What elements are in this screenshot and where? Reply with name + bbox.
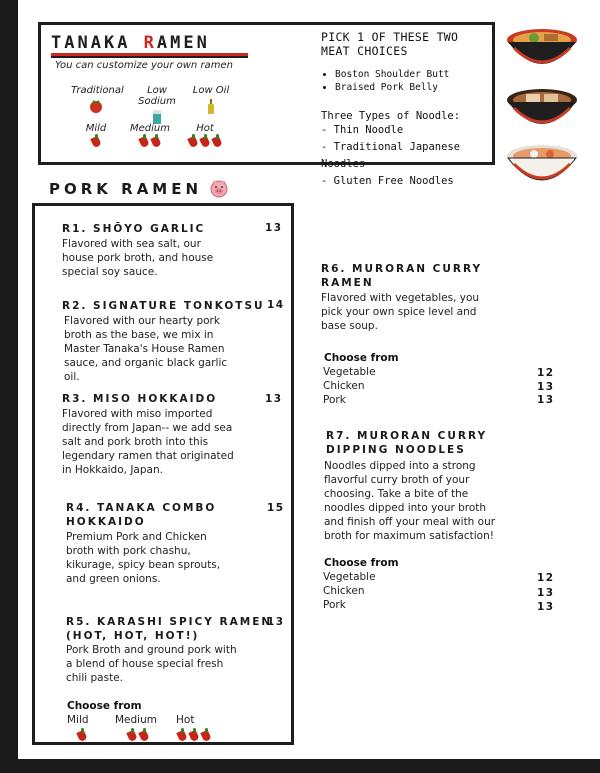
desc-line: salt and pork broth into this (62, 436, 209, 448)
item-description (62, 237, 213, 279)
noodle-type: - Traditional Japanese Noodles (321, 141, 461, 170)
section-title: PORK RAMEN (49, 180, 203, 198)
option-row-label: Chicken (323, 380, 365, 392)
title-letter-t: T (51, 33, 65, 53)
noodle-heading: Three Types of Noodle: (321, 110, 461, 122)
desc-line: sauce, and organic black garlic (64, 357, 228, 369)
item-name: R3. MISO HOKKAIDO (62, 393, 218, 405)
hot-chilis (176, 727, 212, 746)
title-letter-r: R (143, 33, 157, 53)
desc-line: oil. (64, 371, 80, 383)
name-line: HOKKAIDO (66, 516, 146, 528)
desc-line: flavorful curry broth of your (324, 474, 470, 486)
desc-line: and green onions. (66, 573, 161, 585)
desc-line: kikurage, spicy bean sprouts, (66, 559, 221, 571)
mild-chilis (76, 727, 88, 746)
option-row-price: 12 (537, 367, 555, 379)
desc-line: pick your own spice level and (321, 306, 477, 318)
option-row-price: 13 (537, 381, 555, 393)
desc-line: Master Tanaka's House Ramen (64, 343, 225, 355)
desc-line: broth for maximum satisfaction! (324, 530, 494, 542)
title-underline-black (51, 56, 248, 58)
ramen-bowl-image (504, 26, 580, 72)
chili-icon (211, 134, 223, 148)
option-row-label: Vegetable (323, 366, 376, 378)
spice-medium (127, 123, 173, 151)
option-low-sodium (127, 85, 187, 125)
brand-title (51, 33, 210, 53)
item-description (66, 530, 220, 586)
option-row-label: Pork (323, 394, 346, 406)
choices-panel (321, 30, 492, 190)
desc-line: Flavored with vegetables, you (321, 292, 480, 304)
option-row-price: 13 (537, 394, 555, 406)
item-price: 14 (267, 299, 285, 311)
spice-level-label: Hot (176, 714, 195, 726)
item-price: 15 (267, 502, 285, 514)
chili-icon (188, 728, 200, 742)
desc-line: house pork broth, and house (62, 252, 214, 264)
tomato-icon (88, 98, 104, 114)
desc-line: and finish off your meal with our (324, 516, 496, 528)
item-price: 13 (265, 222, 283, 234)
meat-choice: • Boston Shoulder Butt (335, 68, 492, 81)
option-row-label: Vegetable (323, 571, 376, 583)
option-row-label: Pork (323, 599, 346, 611)
option-traditional (71, 85, 124, 114)
item-price: 13 (267, 616, 285, 628)
chili-icon (200, 728, 212, 742)
name-line: (HOT, HOT, HOT!) (66, 630, 200, 642)
item-description (321, 291, 479, 333)
menu-page (18, 0, 600, 759)
choose-from-label: Choose from (324, 557, 399, 569)
noodle-type: - Gluten Free Noodles (321, 175, 454, 187)
chili-icon (138, 134, 150, 148)
item-name: R1. SHŌYO GARLIC (62, 223, 206, 235)
medium-chilis (126, 727, 150, 746)
customize-subtitle: You can customize your own ramen (55, 60, 233, 71)
chili-icon (90, 134, 102, 148)
meat-list (321, 68, 492, 94)
option-row-price: 12 (537, 572, 555, 584)
name-line: R7. MURORAN CURRY (326, 430, 488, 442)
option-row-price: 13 (537, 601, 555, 613)
desc-line: Noodles dipped into a strong (324, 460, 476, 472)
spice-level-label: Mild (67, 714, 89, 726)
item-name (326, 429, 487, 457)
item-name (321, 262, 482, 290)
item-description (66, 643, 237, 685)
desc-line: choosing. Take a bite of the (324, 488, 469, 500)
meat-choice: • Braised Pork Belly (335, 81, 492, 94)
title-word-2: AMEN (156, 33, 210, 53)
pig-icon (208, 178, 230, 198)
desc-line: a blend of house special fresh (66, 658, 224, 670)
chili-icon (126, 728, 138, 742)
item-name (66, 615, 272, 643)
item-name (66, 501, 216, 529)
name-line: RAMEN (321, 277, 374, 289)
option-low-oil (189, 85, 233, 114)
name-line: R4. TANAKA COMBO (66, 502, 217, 514)
item-name: R2. SIGNATURE TONKOTSU (62, 300, 265, 312)
meat-heading: PICK 1 OF THESE TWO MEAT CHOICES (321, 30, 459, 58)
desc-line: special soy sauce. (62, 266, 158, 278)
desc-line: directly from Japan-- we add sea (62, 422, 233, 434)
item-description (62, 407, 234, 477)
spice-mild (81, 123, 111, 151)
spice-label: Hot (196, 123, 214, 134)
choose-from-label: Choose from (67, 700, 142, 712)
desc-line: broth with pork chashu, (66, 545, 191, 557)
ramen-bowl-image (504, 142, 580, 188)
chili-icon (138, 728, 150, 742)
desc-line: broth as the base, we mix in (64, 329, 214, 341)
spice-hot (183, 123, 227, 151)
item-description (324, 459, 495, 543)
spice-label: Mild (85, 123, 107, 134)
spice-level-label: Medium (115, 714, 157, 726)
option-row-label: Chicken (323, 585, 365, 597)
option-label: Low Sodium (138, 85, 176, 107)
chili-icon (187, 134, 199, 148)
header-box (38, 22, 495, 187)
name-line: R6. MURORAN CURRY (321, 263, 483, 275)
name-line: DIPPING NOODLES (326, 444, 466, 456)
oil-bottle-icon (205, 98, 217, 114)
desc-line: chili paste. (66, 672, 124, 684)
desc-line: Pork Broth and ground pork with (66, 644, 237, 656)
desc-line: Flavored with sea salt, our (62, 238, 201, 250)
ramen-bowl-image (504, 86, 580, 132)
item-price: 13 (265, 393, 283, 405)
item-description (64, 314, 227, 384)
title-word-1: ANAKA (64, 33, 144, 53)
option-label: Low Oil (192, 85, 230, 96)
desc-line: Premium Pork and Chicken (66, 531, 207, 543)
choose-from-label: Choose from (324, 352, 399, 364)
name-line: R5. KARASHI SPICY RAMEN (66, 616, 273, 628)
spice-label: Medium (130, 123, 170, 134)
option-label: Traditional (71, 85, 124, 96)
chili-icon (150, 134, 162, 148)
chili-icon (199, 134, 211, 148)
option-row-price: 13 (537, 587, 555, 599)
desc-line: Flavored with our hearty pork (64, 315, 220, 327)
noodle-type: - Thin Noodle (321, 124, 404, 136)
desc-line: noodles dipped into your broth (324, 502, 487, 514)
desc-line: in Hokkaido, Japan. (62, 464, 163, 476)
chili-icon (76, 728, 88, 742)
chili-icon (176, 728, 188, 742)
desc-line: legendary ramen that originated (62, 450, 234, 462)
desc-line: base soup. (321, 320, 378, 332)
desc-line: Flavored with miso imported (62, 408, 213, 420)
